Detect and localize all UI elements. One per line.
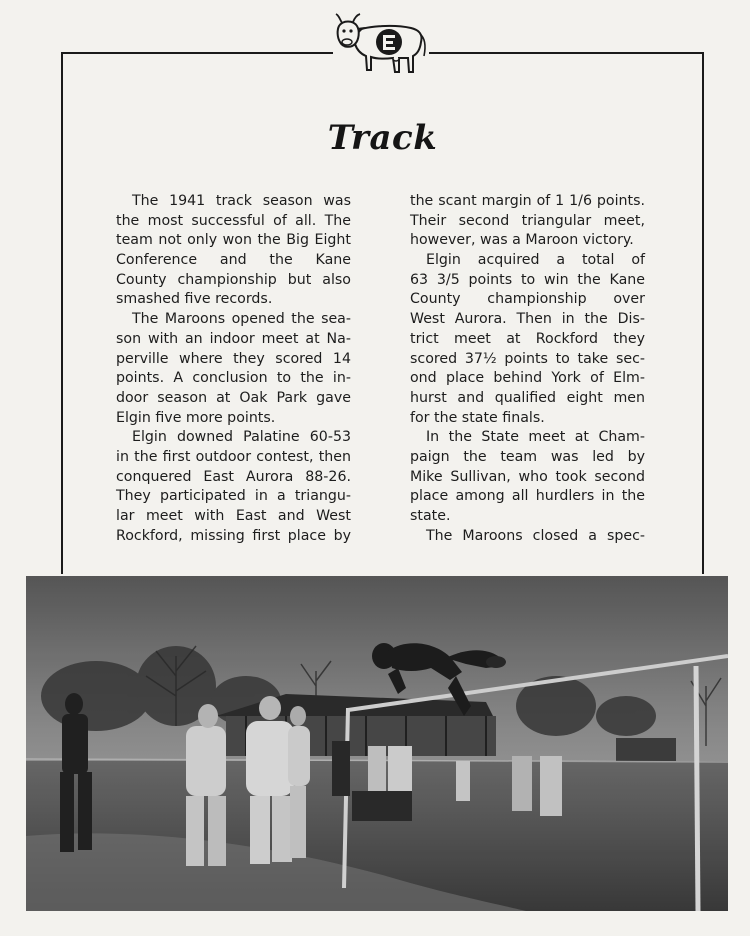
article-line: conquered East Aurora 88-26. bbox=[116, 468, 351, 485]
article-line: Elgin downed Palatine 60-53 bbox=[132, 429, 351, 446]
article-line: Mike Sullivan, who took second bbox=[410, 468, 645, 485]
article-line: door season at Oak Park gave bbox=[116, 389, 351, 406]
article-line: smashed five records. bbox=[116, 291, 273, 308]
article-line: Elgin five more points. bbox=[116, 409, 276, 426]
article-line: in the first outdoor contest, then bbox=[116, 448, 351, 465]
article-line: son with an indoor meet at Na- bbox=[116, 330, 351, 347]
article-line: trict meet at Rockford they bbox=[410, 330, 645, 347]
article-line: County championship over bbox=[410, 291, 645, 308]
article-line: The 1941 track season was bbox=[132, 193, 351, 209]
article-line: Rockford, missing first place by bbox=[116, 527, 351, 544]
article-line: The Maroons opened the sea- bbox=[132, 311, 351, 328]
article-line: the scant margin of 1 1/6 points. bbox=[410, 193, 645, 209]
article-line: They participated in a triangu- bbox=[116, 488, 351, 505]
article-right-column bbox=[410, 192, 645, 546]
article-line: Conference and the Kane bbox=[116, 252, 351, 269]
page-title: Track bbox=[327, 118, 438, 158]
article-line: West Aurora. Then in the Dis- bbox=[410, 311, 645, 328]
high-jump-photo bbox=[26, 576, 728, 911]
article-line: the most successful of all. The bbox=[116, 212, 351, 229]
article-line: Elgin acquired a total of bbox=[426, 252, 645, 269]
article-line: however, was a Maroon victory. bbox=[410, 232, 634, 249]
article-line: for the state finals. bbox=[410, 409, 545, 426]
article-line: Their second triangular meet, bbox=[410, 212, 645, 229]
article-line: paign the team was led by bbox=[410, 448, 645, 465]
article-line: state. bbox=[410, 508, 451, 524]
article-line: ond place behind York of Elm- bbox=[410, 370, 645, 387]
article-line: perville where they scored 14 bbox=[116, 350, 351, 367]
article-line: lar meet with East and West bbox=[116, 508, 351, 524]
article-line: In the State meet at Cham- bbox=[426, 429, 645, 446]
article-line: County championship but also bbox=[116, 271, 351, 288]
article-line: scored 37½ points to take sec- bbox=[410, 350, 645, 367]
article-line: The Maroons closed a spec- bbox=[426, 527, 645, 544]
article-line: place among all hurdlers in the bbox=[410, 488, 645, 505]
article-line: hurst and qualified eight men bbox=[410, 389, 645, 406]
cow-mascot-icon bbox=[333, 12, 429, 78]
article-line: points. A conclusion to the in- bbox=[116, 370, 351, 387]
article-line: 63 3/5 points to win the Kane bbox=[410, 271, 645, 288]
article-line: team not only won the Big Eight bbox=[116, 232, 351, 249]
article-left-column bbox=[116, 192, 351, 546]
